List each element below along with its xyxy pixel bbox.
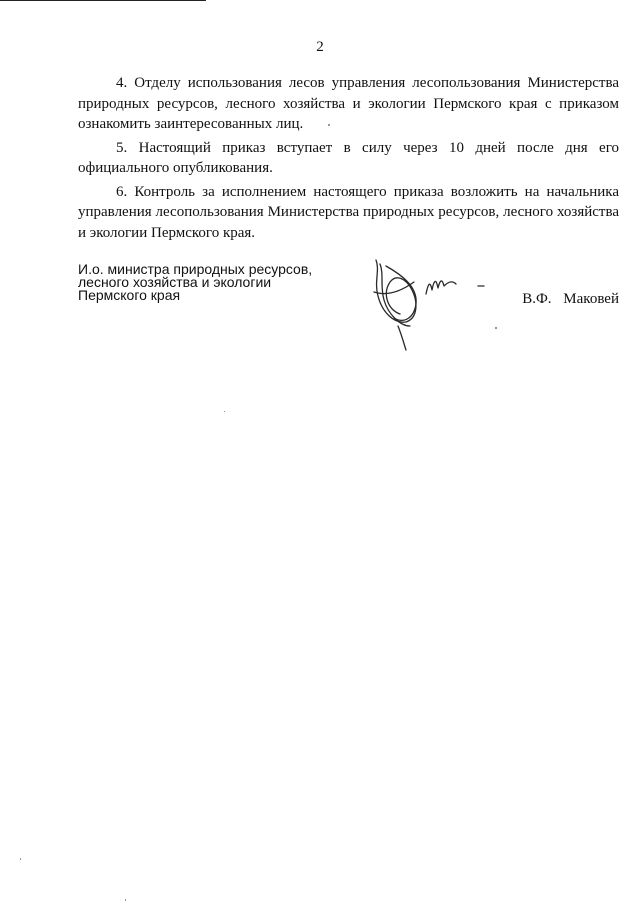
top-rule <box>0 0 206 1</box>
scan-speck <box>224 411 225 412</box>
page-number: 2 <box>316 39 324 55</box>
order-body <box>78 73 619 246</box>
position-line: лесного хозяйства и экологии <box>78 274 272 290</box>
paragraph-5: 5. Настоящий приказ вступает в силу через 10 дней после дня его официального опубликования. <box>78 139 619 176</box>
position-line: Пермского края <box>78 287 181 303</box>
scan-speck <box>328 124 330 126</box>
paragraph-4: 4. Отделу использования лесов управления лесопользования Министерства природных ресурсов, лесного хозяйства и экологии Пермского края с приказом ознакомить заинтересованных лиц. <box>78 75 619 132</box>
scan-speck <box>20 858 21 860</box>
paragraph-6: 6. Контроль за исполнением настоящего приказа возложить на начальника управления лесопользования Министерства природных ресурсов, лесного хозяйства и экологии Пермского края. <box>78 183 619 241</box>
position-line: И.о. министра природных ресурсов, <box>78 261 313 277</box>
signatory-position <box>78 263 378 302</box>
scan-speck <box>495 327 497 329</box>
handwritten-signature-icon <box>360 252 500 352</box>
signer-name: В.Ф. Маковей <box>522 291 619 307</box>
scan-speck <box>125 899 126 901</box>
